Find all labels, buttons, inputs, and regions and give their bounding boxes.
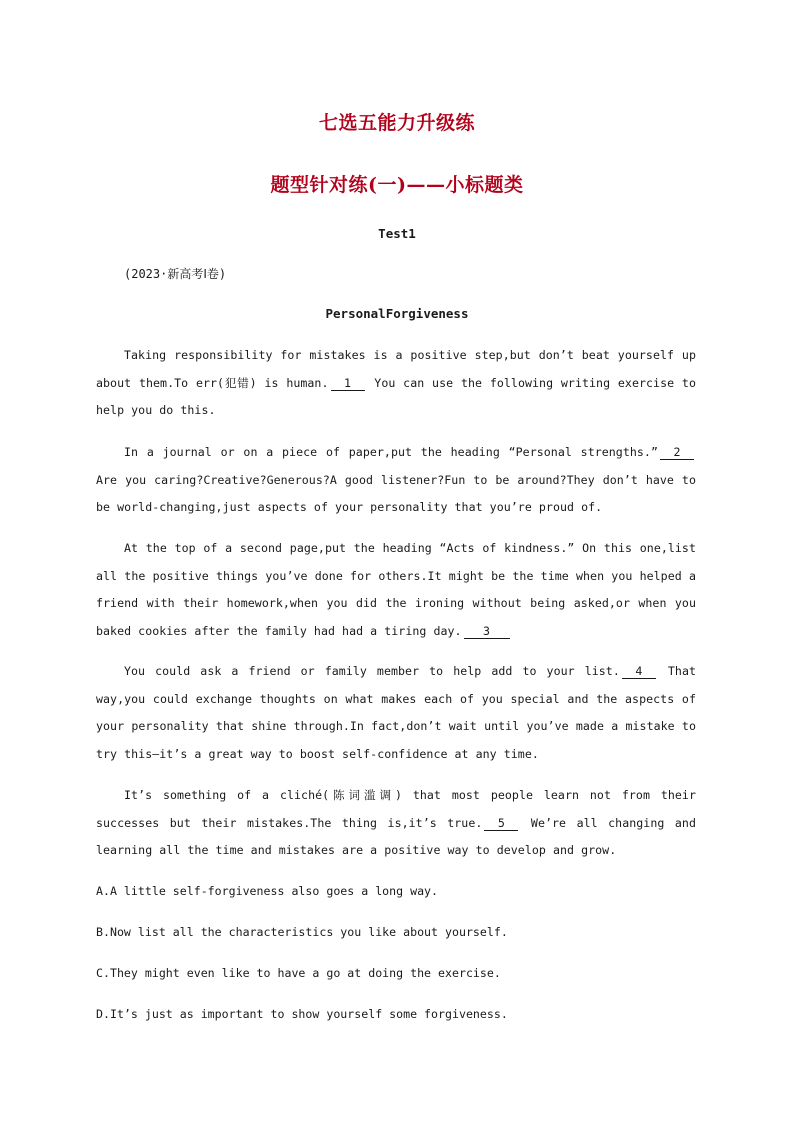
blank-3: 3 (464, 624, 510, 639)
main-title: 七选五能力升级练 (318, 112, 475, 134)
paragraph-4-text-b: That way,you could exchange thoughts on what makes each of you special and the aspects of your personality that shine through.In fact,don’t wait until you’ve made a mistake to try this—it’s a great way to boost self-confidence at any time. (96, 664, 697, 761)
option-d: D.It’s just as important to show yourself some forgiveness. (96, 1007, 508, 1021)
blank-4: 4 (622, 664, 656, 679)
blank-2: 2 (660, 445, 694, 460)
paragraph-5 (96, 782, 696, 865)
passage-title: PersonalForgiveness (325, 306, 469, 321)
paragraph-4 (96, 658, 696, 768)
sub-title: 题型针对练(一)——小标题类 (270, 174, 524, 196)
paragraph-4-text-a: You could ask a friend or family member to help add to your list. (124, 664, 620, 678)
paragraph-2-text-b: Are you caring?Creative?Generous?A good listener?Fun to be around?They don’t have to be world-changing,just aspects of your personality that you’re proud of. (96, 472, 696, 514)
paragraph-1-text-a: Taking responsibility for mistakes is a positive step,but don’t beat yourself up about them.To err(犯错) is human. (96, 348, 696, 390)
option-b: B.Now list all the characteristics you like about yourself. (96, 925, 508, 939)
paragraph-3 (96, 535, 696, 645)
blank-1: 1 (331, 376, 365, 391)
paragraph-5-text-b: We’re all changing and learning all the time and mistakes are a positive way to develop and grow. (96, 815, 696, 857)
blank-5: 5 (484, 816, 518, 831)
test-label: Test1 (378, 226, 416, 241)
paragraph-2 (96, 439, 696, 522)
option-a: A.A little self-forgiveness also goes a long way. (96, 884, 439, 898)
option-c: C.They might even like to have a go at doing the exercise. (96, 966, 501, 980)
paragraph-3-text-a: At the top of a second page,put the heading “Acts of kindness.” On this one,list all the positive things you’ve done for others.It might be the time when you helped a friend with their homework,when you did the ironing without being asked,or when you baked cookies after the family had had a tiring day. (96, 541, 696, 638)
source-citation: (2023·新高考Ⅰ卷) (124, 267, 227, 281)
paragraph-1-text-b: You can use the following writing exercise to help you do this. (96, 375, 696, 417)
paragraph-2-text-a: In a journal or on a piece of paper,put the heading “Personal strengths.” (124, 445, 658, 459)
paragraph-1 (96, 342, 696, 425)
paragraph-5-text-a: It’s something of a cliché(陈词滥调) that most people learn not from their successes but their mistakes.The thing is,it’s true. (96, 788, 696, 830)
